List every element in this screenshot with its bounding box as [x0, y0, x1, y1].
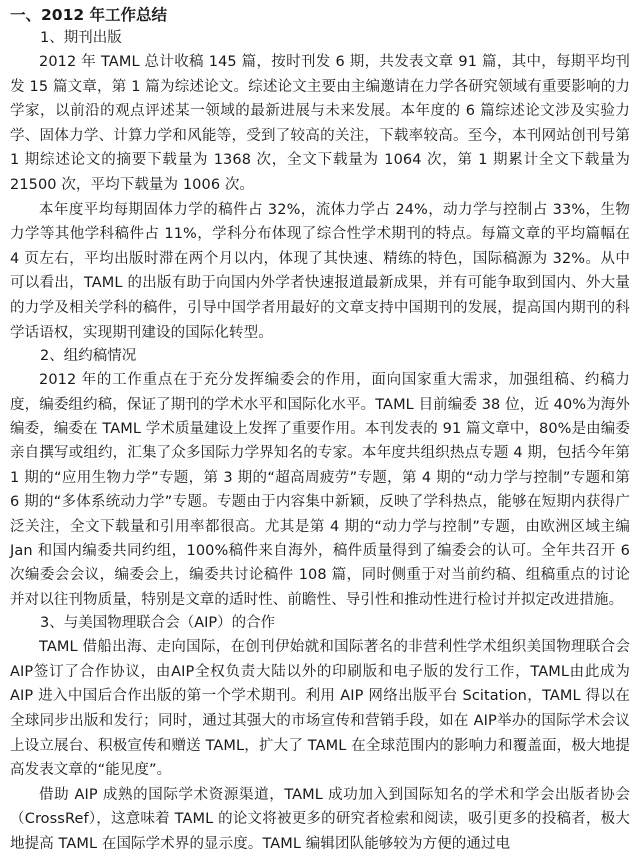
subsection-title-journal-publishing: 1、期刊出版	[40, 30, 122, 46]
subsection-title-aip-cooperation: 3、与美国物理联合会（AIP）的合作	[40, 615, 276, 632]
paragraph-crossref: 借助 AIP 成熟的国际学术资源渠道，TAML 成功加入到国际知名的学术和学会出版者协会（CrossRef），这意味着 TAML 的论文将被更多的研究者检索和阅读，吸引更多的投稿者，极大地提高 TAML 在国际学术界的显示度。TAML 编辑团队能够较为方便的通过电	[10, 786, 630, 852]
paragraph-publishing-stats: 2012 年 TAML 总计收稿 145 篇，按时刊发 6 期，共发表文章 91 篇，其中，每期平均刊发 15 篇文章，第 1 篇为综述论文。综述论文主要由主编邀请在力学各研究领域有重要影响的力学家，以前沿的观点评述某一领域的最新进展与未来发展。本年度的 6 篇综述论文涉及实验力学、固体力学、计算力学和风能等，受到了较高的关注，下载率较高。至今，本刊网站创刊号第 1 期综述论文的摘要下载量为 1368 次，全文下载量为 1064 次，第 1 期累计全文下载量为 21500 次，平均下载量为 1006 次。	[10, 54, 630, 193]
subsection-title-solicitation: 2、组约稿情况	[40, 348, 137, 365]
paragraph-discipline-distribution: 本年度平均每期固体力学的稿件占 32%，流体力学占 24%，动力学与控制占 33%，生物力学等其他学科稿件占 11%，学科分布体现了综合性学术期刊的特点。每篇文章的平均篇幅在 4 页左右，平均出版时滞在两个月以内，体现了其快速、精练的特色，国际稿源为 32%。从中可以看出，TAML 的出版有助于向国内外学者快速报道最新成果，并有可能争取到国内、外大量的力学及相关学科的稿件，引导中国学者用最好的文章支持中国期刊的发展，提高国内期刊的科学话语权，实现期刊建设的国际化转型。	[10, 201, 630, 341]
paragraph-aip-agreement: TAML 借船出海、走向国际，在创刊伊始就和国际著名的非营利性学术组织美国物理联合会AIP签订了合作协议，由AIP全权负责大陆以外的印刷版和电子版的发行工作，TAML由此成为 AIP 进入中国后合作出版的第一个学术期刊。利用 AIP 网络出版平台 Scitation，TAML 得以在全球同步出版和发行；同时，通过其强大的市场宣传和营销手段，如在 AIP举办的国际学术会议上设立展台、积极宣传和赠送 TAML，扩大了 TAML 在全球范围内的影响力和覆盖面，极大地提高发表文章的“能见度”。	[10, 639, 630, 779]
paragraph-editorial-board: 2012 年的工作重点在于充分发挥编委会的作用，面向国家重大需求，加强组稿、约稿力度，编委组约稿，保证了期刊的学术水平和国际化水平。TAML 目前编委 38 位，近 40%为海外编委，编委在 TAML 学术质量建设上发挥了重要作用。本刊发表的 91 篇文章中，80%是由编委亲自撰写或组约，汇集了众多国际力学界知名的专家。本年度共组织热点专题 4 期，包括今年第 1 期的“应用生物力学”专题，第 3 期的“超高周疲劳”专题，第 4 期的“动力学与控制”专题和第 6 期的“多体系统动力学”专题。专题由于内容集中新颖，反映了学科热点，能够在短期内获得广泛关注，全文下载量和引用率都很高。尤其是第 4 期的“动力学与控制”专题，由欧洲区域主编 Jan 和国内编委共同约组，100%稿件来自海外，稿件质量得到了编委会的认可。全年共召开 6 次编委会会议，编委会上，编委共讨论稿件 108 篇，同时侧重于对当前约稿、组稿重点的讨论并对以往刊物质量，特别是文章的适时性、前瞻性、导引性和推动性进行检讨并拟定改进措施。	[10, 372, 630, 608]
section-heading: 一、2012 年工作总结	[10, 6, 168, 24]
